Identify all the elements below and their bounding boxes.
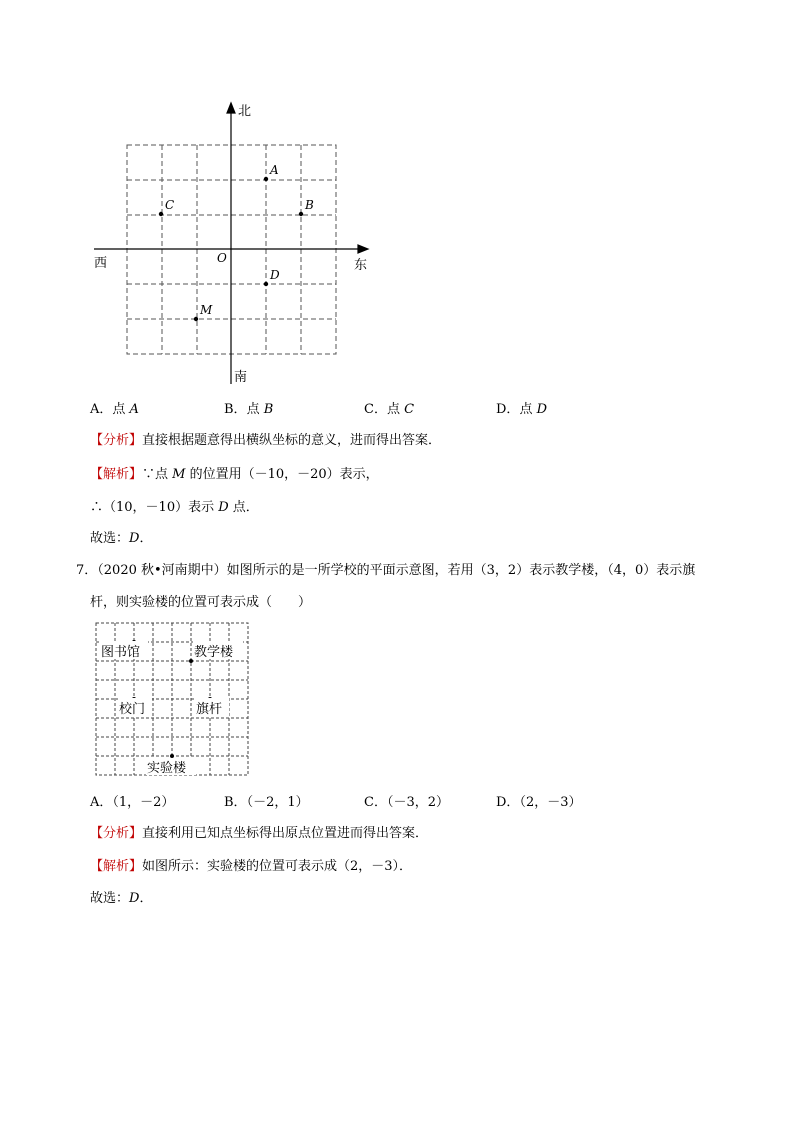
q6-analysis: 【分析】直接根据题意得出横纵坐标的意义，进而得出答案． [90,433,442,448]
point-label-m: M [200,303,213,317]
point-b [299,212,303,216]
q7-answer: 故选：D． [90,891,153,906]
x-axis-arrow-icon [358,245,368,253]
q6-solution: 【解析】∵点 M 的位置用（－10，－20）表示， [90,467,379,482]
origin-label: O [217,251,227,265]
q7-option-b: B．（－2，1） [224,795,309,810]
point-label-c: C [165,198,175,212]
solution-tag: 【解析】 [90,859,143,874]
point-label-d: D [270,268,280,282]
y-axis-arrow-icon [227,103,235,113]
q6-therefore: ∴（10，－10）表示 D 点． [90,500,259,515]
q7-stem-line1: 7．（2020 秋•河南期中）如图所示的是一所学校的平面示意图，若用（3，2）表示教学楼，（4，0）表示旗 [76,563,696,578]
point-d [264,282,268,286]
q7-option-c: C．（－3，2） [364,795,449,810]
point-a [264,177,268,181]
school-map-figure [90,618,256,780]
q7-option-d: D．（2，－3） [496,795,582,810]
lab-label: 实验楼 [147,761,187,776]
q6-option-b: B．点 B [224,402,274,417]
flagpole-label: 旗杆 [196,702,223,717]
east-label: 东 [354,258,368,273]
point-m [194,317,198,321]
solution-tag: 【解析】 [90,467,143,482]
point-label-a: A [270,163,279,177]
west-label: 西 [94,256,108,271]
q6-answer: 故选：D． [90,531,153,546]
points-layer [159,163,314,321]
q7-stem-line2: 杆，则实验楼的位置可表示成（ ） [90,595,312,610]
q7-analysis: 【分析】直接利用已知点坐标得出原点位置进而得出答案． [90,826,429,841]
south-label: 南 [234,370,248,385]
north-label: 北 [238,104,252,119]
point-c [159,212,163,216]
lab-point [170,754,174,758]
library-label: 图书馆 [101,645,141,660]
q6-option-d: D．点 D [496,402,548,417]
teaching-label: 教学楼 [194,645,234,660]
gate-label: 校门 [119,702,146,717]
point-label-b: B [305,198,314,212]
q7-solution: 【解析】如图所示：实验楼的位置可表示成（2，－3）． [90,859,413,874]
teaching-point [189,659,193,663]
analysis-tag: 【分析】 [90,433,143,448]
compass-grid-figure [80,95,390,395]
q6-option-c: C．点 C [364,402,415,417]
q7-option-a: A．（1，－2） [90,795,175,810]
analysis-tag: 【分析】 [90,826,143,841]
q6-option-a: A．点 A [90,402,139,417]
